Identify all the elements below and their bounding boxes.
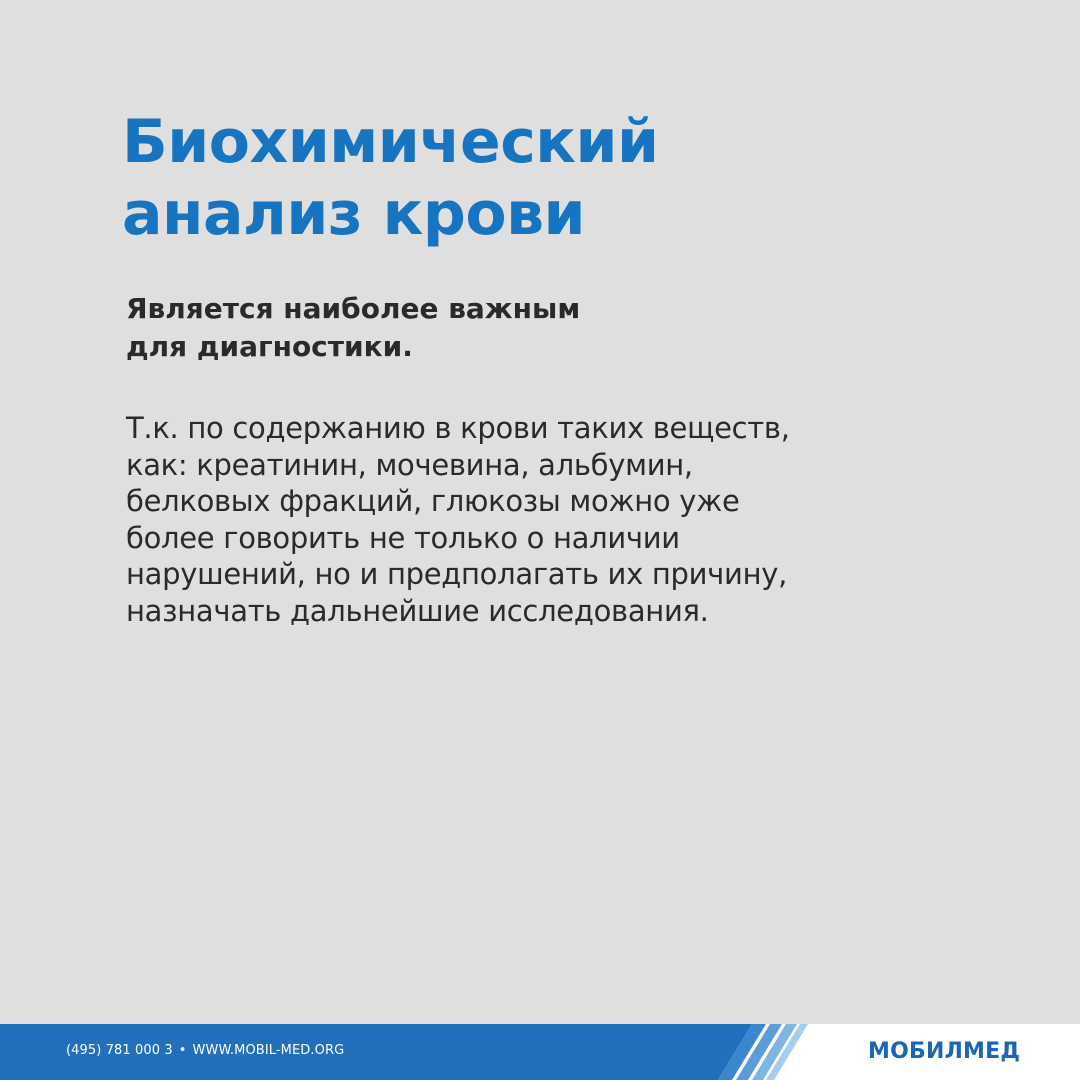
title-line-1: Биохимический — [122, 107, 659, 177]
website-link[interactable]: WWW.MOBIL-MED.ORG — [192, 1043, 345, 1058]
body-line-6: назначать дальнейшие исследования. — [126, 593, 709, 628]
subtitle-line-2: для диагностики. — [126, 330, 413, 363]
subtitle-line-1: Является наиболее важным — [126, 292, 581, 325]
footer-separator: • — [178, 1043, 187, 1058]
footer — [0, 1024, 1080, 1080]
phone-number[interactable]: (495) 781 000 3 — [66, 1043, 173, 1058]
body-line-2: как: креатинин, мочевина, альбумин, — [126, 447, 693, 482]
subtitle — [126, 290, 580, 366]
brand-logo: МОБИЛМЕД — [868, 1039, 1021, 1064]
page-title — [122, 106, 882, 250]
body-paragraph — [126, 410, 790, 629]
body-line-1: Т.к. по содержанию в крови таких веществ, — [126, 411, 790, 445]
body-line-3: белковых фракций, глюкозы можно уже — [126, 484, 740, 518]
body-line-5: нарушений, но и предполагать их причину, — [126, 557, 788, 591]
footer-contact — [66, 1042, 344, 1060]
title-line-2: анализ крови — [122, 179, 586, 249]
body-line-4: более говорить не только о наличии — [126, 520, 680, 555]
